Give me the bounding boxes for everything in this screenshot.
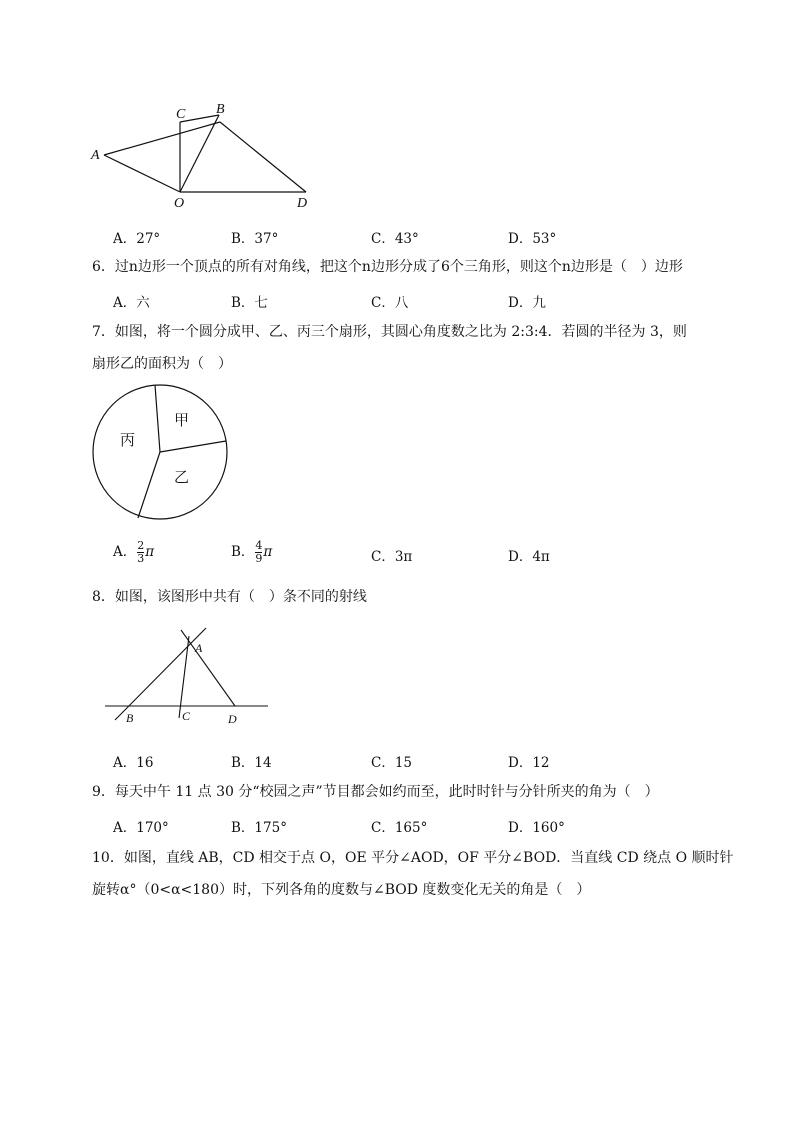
q5-option-c[interactable]: C．43° [371,231,419,247]
q8-option-b[interactable]: B．14 [231,755,272,771]
q7-stem-line1: 7．如图，将一个圆分成甲、乙、丙三个扇形，其圆心角度数之比为 2:3:4．若圆的半径为 3，则 [92,324,687,340]
q8-option-c[interactable]: C．15 [371,755,413,771]
label-b: B [126,711,134,725]
q10-stem-line2: 旋转α°（0<α<180）时，下列各角的度数与∠BOD 度数变化无关的角是（ ） [92,882,591,898]
label-o: O [174,196,185,211]
q5-geometry-diagram [88,98,328,216]
segment-ad [181,630,235,706]
q7-stem-line2: 扇形乙的面积为（ ） [92,356,232,372]
q9-option-d[interactable]: D．160° [508,820,565,836]
label-b: B [216,102,225,117]
q7-circle-diagram [92,383,232,523]
q5-option-a[interactable]: A．27° [113,231,161,247]
q6-option-c[interactable]: C．八 [371,295,409,311]
q6-option-d[interactable]: D．九 [508,295,546,311]
q5-options [113,227,713,247]
q8-option-a[interactable]: A．16 [113,755,154,771]
q7-option-a[interactable]: A． $\frac{2}{3}$ π [113,539,155,565]
q7-option-b-fraction: $\frac{4}{9}$ [255,539,263,565]
q10-stem-line1: 10．如图，直线 AB，CD 相交于点 O，OE 平分∠AOD，OF 平分∠BOD．当直线 CD 绕点 O 顺时针 [92,850,734,866]
q8-option-d[interactable]: D．12 [508,755,550,771]
label-a: A [195,641,203,655]
q8-stem: 8．如图，该图形中共有（ ）条不同的射线 [92,589,367,605]
q7-figure [92,383,232,523]
q7-option-a-fraction: $\frac{2}{3}$ [137,539,145,565]
segment-ao [104,155,180,192]
segment-cb [180,115,219,122]
label-a: A [91,148,100,163]
label-jia: 甲 [174,411,190,429]
label-d: D [297,196,308,211]
q6-option-a[interactable]: A．六 [113,295,150,311]
q9-option-a[interactable]: A．170° [113,820,169,836]
q7-option-c[interactable]: C．3π [371,549,413,565]
q7-option-d[interactable]: D．4π [508,549,550,565]
segment-ac [104,122,220,155]
q7-options [113,539,713,576]
label-yi: 乙 [174,468,190,486]
q5-figure [88,98,328,216]
q9-options [113,816,713,836]
q6-options [113,291,713,311]
q6-stem: 6．过n边形一个顶点的所有对角线，把这个n边形分成了6个三角形，则这个n边形是（ ）边形 [92,259,683,275]
q7-option-b[interactable]: B． $\frac{4}{9}$ π [231,539,273,565]
label-d: D [228,712,237,726]
q8-options [113,751,713,771]
q9-stem: 9．每天中午 11 点 30 分“校园之声”节目都会如约而至，此时时针与分针所夹的角为（ ） [92,784,659,800]
radius-3 [138,452,160,518]
q9-option-c[interactable]: C．165° [371,820,428,836]
q6-option-b[interactable]: B．七 [231,295,268,311]
q9-option-b[interactable]: B．175° [231,820,287,836]
label-bing: 丙 [120,431,136,449]
segment-ob [180,115,219,192]
segment-cd [220,122,306,192]
q5-option-b[interactable]: B．37° [231,231,279,247]
label-c: C [176,107,186,122]
q5-option-d[interactable]: D．53° [508,231,557,247]
label-c: C [182,709,191,723]
radius-2 [160,441,226,452]
q8-figure [100,622,275,728]
q8-rays-diagram [100,622,275,728]
radius-1 [155,385,160,452]
